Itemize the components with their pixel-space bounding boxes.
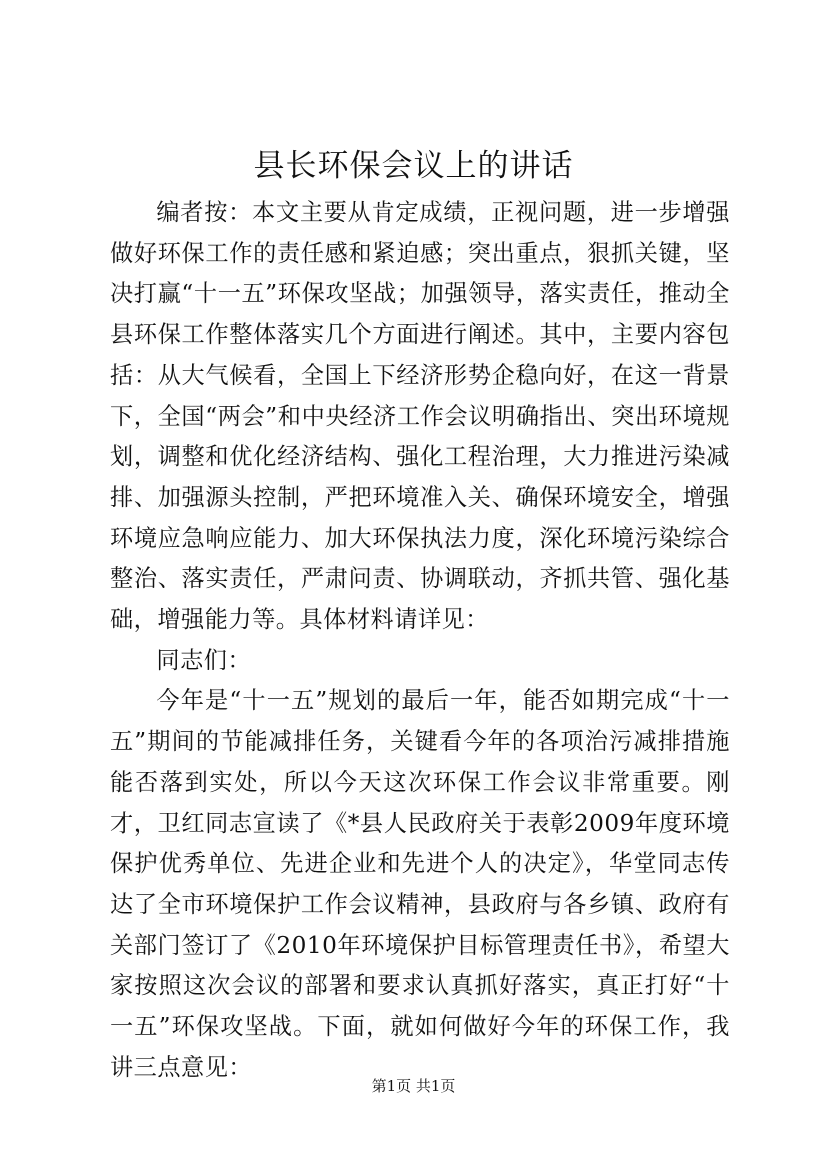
page-number-footer: 第1页 共1页 [371, 1077, 456, 1095]
editor-note-paragraph: 编者按：本文主要从肯定成绩，正视问题，进一步增强做好环保工作的责任感和紧迫感；突出重点，狠抓关键，坚决打赢“十一五”环保攻坚战；加强领导，落实责任，推动全县环保工作整体落实几个方面进行阐述。其中，主要内容包括：从大气候看，全国上下经济形势企稳向好，在这一背景下，全国“两会”和中央经济工作会议明确指出、突出环境规划，调整和优化经济结构、强化工程治理，大力推进污染减排、加强源头控制，严把环境准入关、确保环境安全，增强环境应急响应能力、加大环保执法力度，深化环境污染综合整治、落实责任，严肃问责、协调联动，齐抓共管、强化基础，增强能力等。具体材料请详见： [110, 199, 730, 634]
document-body [110, 193, 730, 1088]
document-title: 县长环保会议上的讲话 [253, 148, 574, 184]
salutation-paragraph: 同志们： [156, 646, 252, 674]
speech-paragraph: 今年是“十一五”规划的最后一年，能否如期完成“十一五”期间的节能减排任务，关键看今年的各项治污减排措施能否落到实处，所以今天这次环保工作会议非常重要。刚才，卫红同志宣读了《*县人民政府关于表彰2009年度环境保护优秀单位、先进企业和先进个人的决定》，华堂同志传达了全市环境保护工作会议精神，县政府与各乡镇、政府有关部门签订了《2010年环境保护目标管理责任书》，希望大家按照这次会议的部署和要求认真抓好落实，真正打好“十一五”环保攻坚战。下面，就如何做好今年的环保工作，我讲三点意见： [110, 687, 730, 1081]
